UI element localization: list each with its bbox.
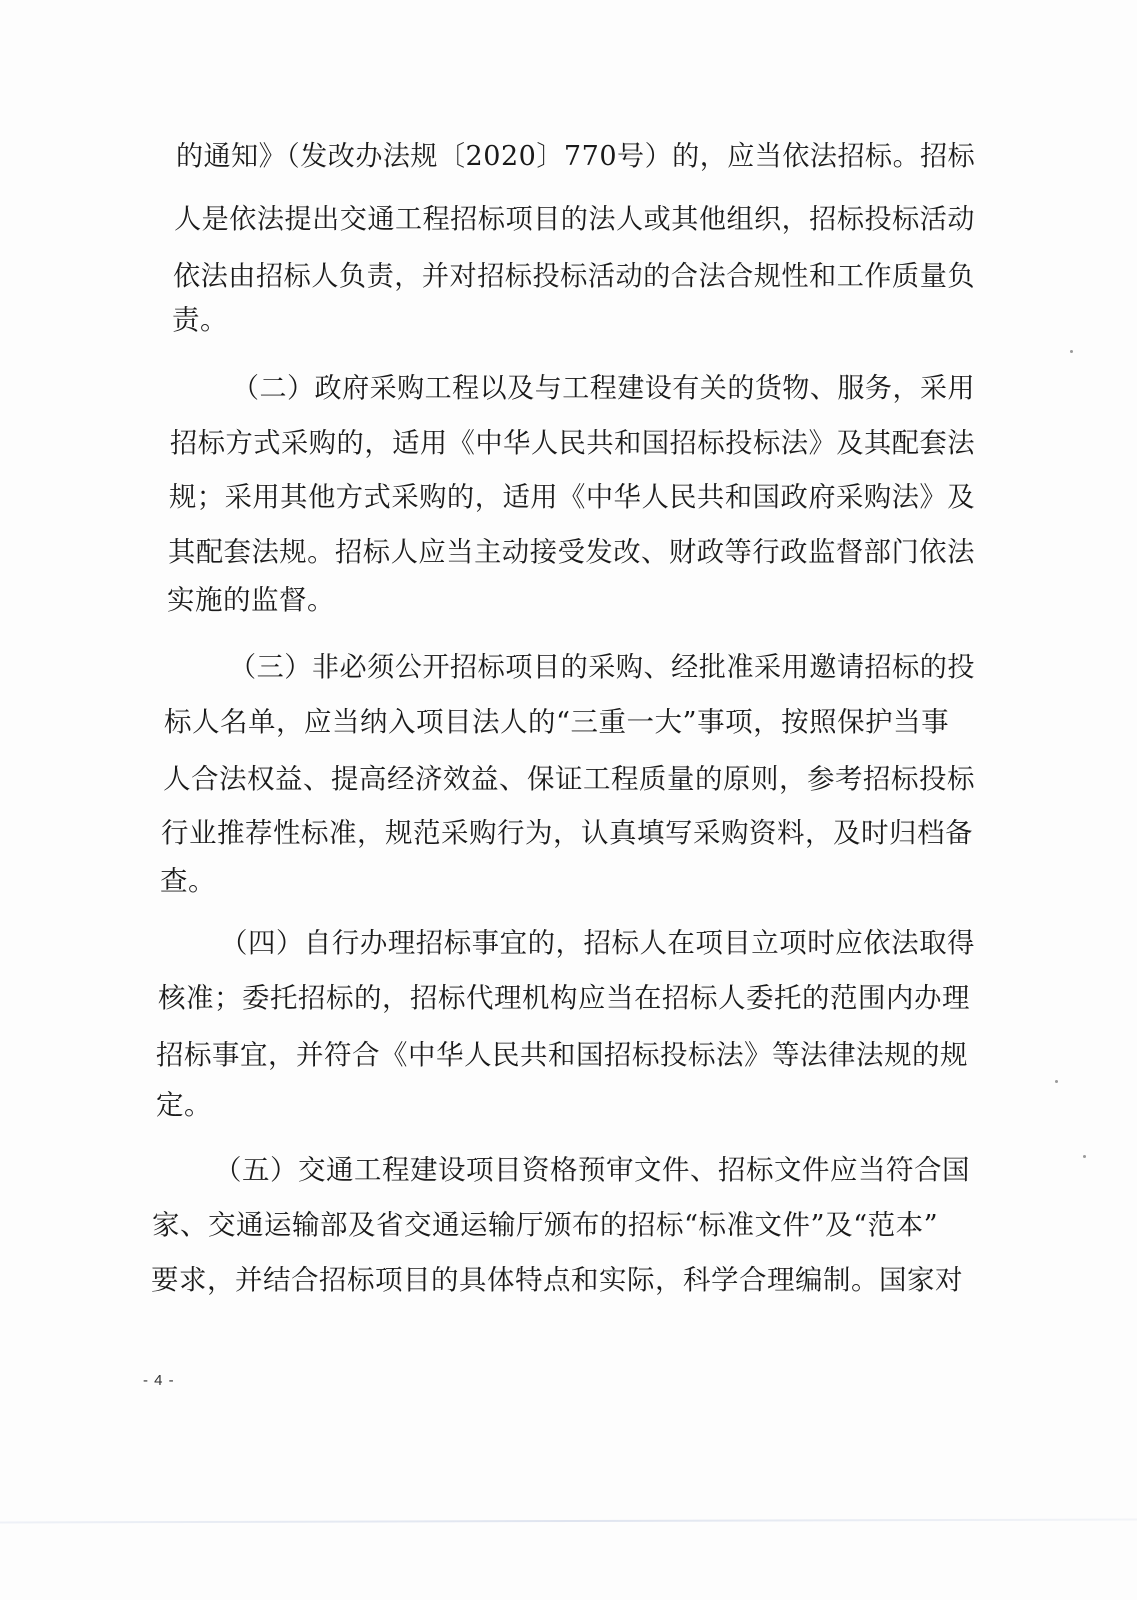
text-line: 要求，并结合招标项目的具体特点和实际，科学合理编制。国家对	[151, 1264, 963, 1296]
text-line: 家、交通运输部及省交通运输厅颁布的招标“标准文件”及“范本”	[152, 1209, 939, 1241]
text-line: 人是依法提出交通工程招标项目的法人或其他组织，招标投标活动	[174, 203, 976, 235]
text-line: 其配套法规。招标人应当主动接受发改、财政等行政监督部门依法	[168, 536, 975, 568]
text-line: 实施的监督。	[167, 584, 335, 616]
text-line: （四）自行办理招标事宜的，招标人在项目立项时应依法取得	[220, 927, 976, 959]
scan-speck	[1055, 1080, 1058, 1083]
text-line: 核准；委托招标的，招标代理机构应当在招标人委托的范围内办理	[158, 982, 970, 1014]
text-line: 招标方式采购的，适用《中华人民共和国招标投标法》及其配套法	[170, 427, 976, 459]
scan-bottom-edge	[0, 1519, 1137, 1524]
text-line: 招标事宜，并符合《中华人民共和国招标投标法》等法律法规的规	[156, 1039, 968, 1071]
text-line: 责。	[172, 304, 228, 336]
text-line: 查。	[160, 865, 216, 897]
text-line: 标人名单，应当纳入项目法人的“三重一大”事项，按照保护当事	[164, 706, 950, 738]
text-line: 依法由招标人负责，并对招标投标活动的合法合规性和工作质量负	[173, 260, 976, 292]
text-line: 行业推荐性标准，规范采购行为，认真填写采购资料，及时归档备	[161, 817, 973, 849]
text-line: （五）交通工程建设项目资格预审文件、招标文件应当符合国	[214, 1154, 970, 1186]
text-line: （二）政府采购工程以及与工程建设有关的货物、服务，采用	[232, 372, 975, 404]
text-line: 规；采用其他方式采购的，适用《中华人民共和国政府采购法》及	[169, 481, 975, 513]
scan-speck	[1070, 350, 1073, 353]
page-number: - 4 -	[143, 1372, 175, 1389]
text-line: （三）非必须公开招标项目的采购、经批准采用邀请招标的投	[229, 651, 976, 683]
text-line: 定。	[156, 1089, 212, 1121]
text-line: 的通知》（发改办法规〔2020〕770号）的，应当依法招标。招标	[176, 140, 976, 172]
text-line: 人合法权益、提高经济效益、保证工程质量的原则，参考招标投标	[163, 763, 975, 795]
scan-speck	[1083, 1155, 1086, 1158]
